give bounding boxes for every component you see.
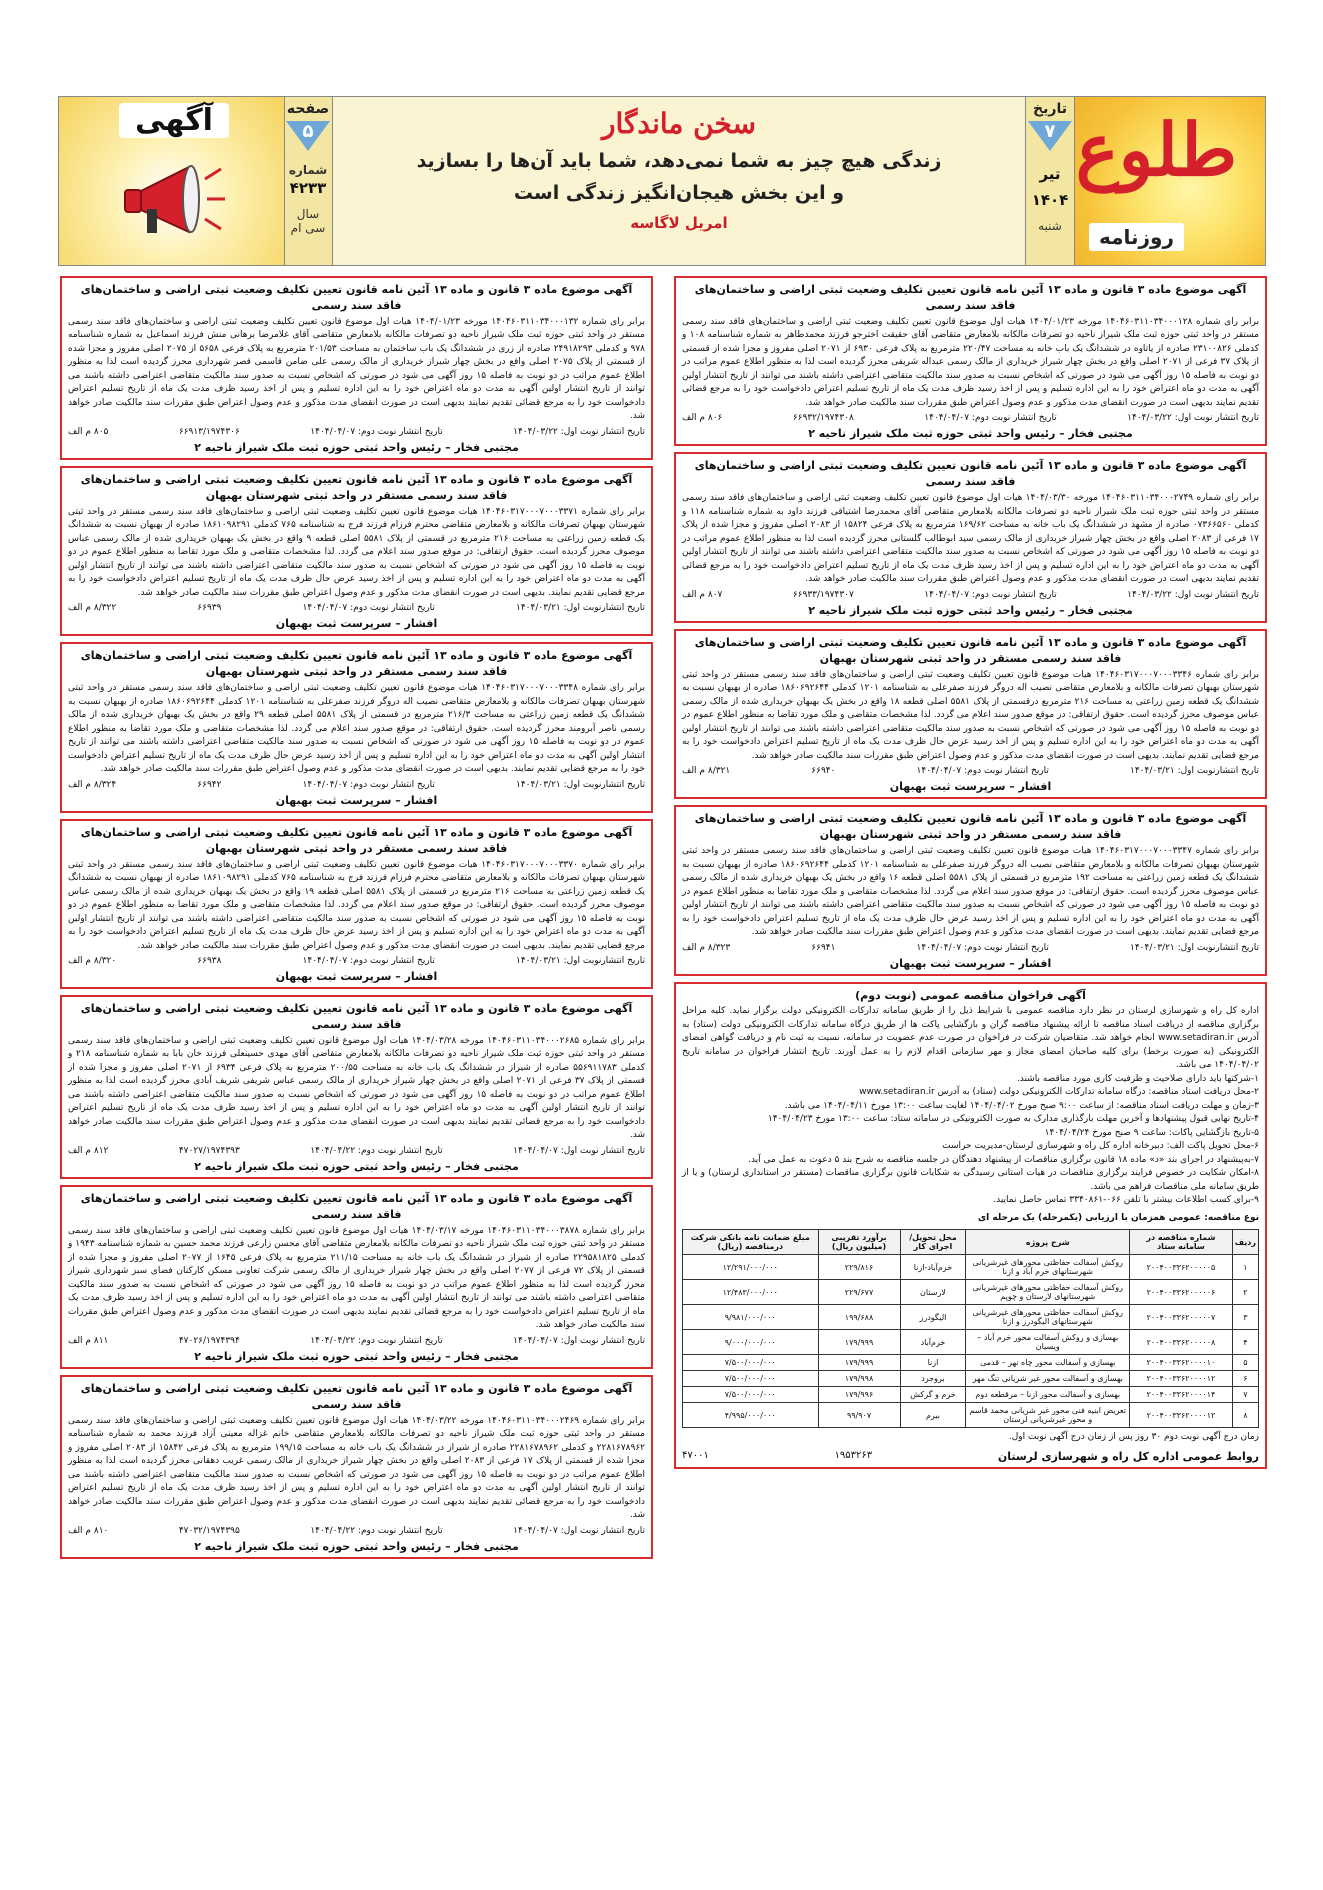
table-cell: ۲۲۹/۸۱۶ [818,1255,900,1280]
tender-table-header-cell: برآورد تقریبی (میلیون ریال) [818,1230,900,1255]
date-year: ۱۴۰۴ [1031,191,1069,209]
table-cell: ۲۰۰۴۰۰۳۳۶۲۰۰۰۰۰۷ [1130,1305,1233,1330]
notice-title: آگهی موضوع ماده ۳ قانون و ماده ۱۳ آئین نامه قانون تعیین تکلیف وضعیت ثبتی اراضی و ساختمان‌های فاقد سند رسمی [80,1381,633,1411]
table-cell: تعریض ابنیه فنی محور غیر شریانی محمد قاسم و محور غیرشریانی لرستان [966,1403,1130,1428]
table-cell: ۲۰۰۴۰۰۳۳۶۲۰۰۰۰۰۵ [1130,1255,1233,1280]
notice-code: ۴۷۰۲۷/۱۹۷۴۳۹۳ [178,1145,240,1156]
notice-meta [68,1526,645,1536]
notice-ref: ۸۱۰ م الف [68,1525,109,1536]
notice-signature: مجتبی فخار – رئیس واحد ثبتی حوزه ثبت ملک شیراز ناحیه ۲ [808,603,1133,617]
table-cell: ۱ [1232,1255,1258,1280]
notice-meta [68,1336,645,1346]
table-cell: ۱۲/۲۹۱/۰۰۰/۰۰۰ [683,1255,819,1280]
notice-code: ۴۷۰۳۲/۱۹۷۴۳۹۵ [178,1525,240,1536]
table-cell: خرم‌آباد-ازنا [900,1255,966,1280]
notice-title: آگهی موضوع ماده ۳ قانون و ماده ۱۳ آئین نامه قانون تعیین تکلیف وضعیت ثبتی اراضی و ساختمان‌های فاقد سند رسمی مستقر در واحد ثبتی شهرستان بهبهان [80,825,633,855]
notice-signature: افشار – سرپرست ثبت بهبهان [889,956,1052,970]
tender-footnote: زمان درج آگهی نوبت دوم ۳۰ روز پس از زمان درج آگهی نوبت اول. [1008,1432,1259,1443]
left-column [60,276,653,1565]
tender-title: آگهی فراخوان مناقصه عمومی (نوبت دوم) [855,988,1086,1002]
notice-date-second: تاریخ انتشار نوبت دوم: ۱۴۰۴/۰۴/۲۲ [310,1145,443,1156]
notice-ref: ۸۱۱ م الف [68,1335,109,1346]
notice-title: آگهی موضوع ماده ۳ قانون و ماده ۱۳ آئین نامه قانون تعیین تکلیف وضعیت ثبتی اراضی و ساختمان‌های فاقد سند رسمی [80,283,633,312]
notice-ref: ۸/۳۲۰ م الف [68,956,117,966]
table-cell: بهسازی و آسفالت محور چاه نهر – قدمی [966,1355,1130,1371]
notice-date-second: تاریخ انتشار نوبت دوم: ۱۴۰۴/۰۴/۲۲ [310,1525,443,1536]
table-cell: بهسازی و آسفالت محور ازنا – مرقطعه دوم [966,1387,1130,1403]
table-cell: بهسازی و آسفالت محور غیر شریانی تنگ مهر [966,1371,1130,1387]
table-cell: لارستان [900,1280,966,1305]
notice-code: ۶۶۹۴۰ [811,766,836,777]
masthead-header [58,96,1266,266]
notice-date-first: تاریخ انتشار نوبت اول: ۱۴۰۴/۰۳/۲۲ [1127,589,1259,600]
table-row [683,1255,1259,1280]
day-triangle-icon [1028,121,1072,151]
notice-date-second: تاریخ انتشار نوبت دوم: ۱۴۰۴/۰۴/۰۷ [924,413,1057,424]
legal-notice [60,1375,653,1559]
notice-body: برابر رای شماره ۱۴۰۴۶۰۳۱۱۰۳۴۰۰۰۱۳۲ مورخه ۱۴۰۴/۰۱/۲۳ هیات اول موضوع قانون تعیین تکلیف وضعیت ثبتی اراضی و ساختمان‌های فاقد سند رسمی مستقر در واحد ثبتی حوزه ثبت ملک شیراز ناحیه دو تصرفات مالکانه بلامعارض متقاضی آقای غلامرضا برهانی منش فرزند اسماعیل به شماره شناسنامه ۹۷۸ و کدملی ۲۴۹۱۸۲۹۳ صادره از زری در ششدانگ یک باب ساختمان به مساحت ۲۰۱/۵۳ مترمربع به پلاک فرعی ۵۶۵۸ از ۲۰۷۵ اصلی مفروز و مجزا شده از قسمتی از پلاک ۲۰۷۵ اصلی واقع در بخش چهار شیراز خریداری از مالک رسمی علی ضامن قاسمی قصر شهرداری محرز گردیده است لذا به منظور اطلاع عموم مراتب در دو نوبت به فاصله ۱۵ روز آگهی می شود در صورتی که اشخاص نسبت به صدور سند مالکیت متقاضی اعتراضی داشته باشند می توانند از تاریخ انتشار اولین آگهی به مدت دو ماه اعتراض خود را به این اداره تسلیم و پس از اخذ رسید ظرف مدت یک ماه از تاریخ تسلیم اعتراض دادخواست خود را به مرجع قضائی تقدیم نمایند بدیهی است در صورت انقضای مدت مذکور و عدم وصول اعتراض طبق مقررات سند مالکیت صادر خواهد شد. [68,316,646,422]
table-cell: ۷ [1232,1387,1258,1403]
notice-date-second: تاریخ انتشار نوبت دوم: ۱۴۰۴/۰۴/۲۲ [310,1335,443,1346]
tender-table-caption: نوع مناقصه: عمومی همزمان با ارزیابی (یکمرحله) یک مرحله ای [977,1212,1259,1223]
notice-body: برابر رای شماره ۱۴۰۴۶۰۳۱۷۰۰۰۷۰۰۰۳۳۴۷ هیات موضوع قانون تعیین تکلیف وضعیت ثبتی اراضی و ساختمان‌های فاقد سند رسمی مستقر در واحد ثبتی شهرستان بهبهان تصرفات مالکانه و بلامعارض متقاضی نصیب اله دروگر فرزند صفرعلی به شناسنامه ۱۲۰۱ کدملی ۱۸۶۰۶۹۲۶۴۴ صادره از بهبهان نسبت به ششدانگ یک قطعه زمین زراعتی به مساحت ۱۹۲ مترمربع در قسمتی از پلاک ۵۵۸۱ اصلی قطعه ۱۶ واقع در بخش یک بهبهان خریداری شده از مالک رسمی عباس موصوف محرز گردیده است. حقوق ارتفاقی: در موقع صدور سند اعلام می گردد. لذا مشخصات متقاضی و ملک مورد تقاضا به منظور اطلاع عموم در دو نوبت به فاصله ۱۵ روز آگهی می شود در صورتی که اشخاص نسبت به صدور سند مالکیت متقاضی اعتراضی داشته باشند می توانند از تاریخ انتشار اولین آگهی به مدت دو ماه اعتراض خود را به این اداره تسلیم و پس از اخذ رسید عرض حال ظرف مدت یک ماه از تاریخ تسلیم اعتراض دادخواست خود را به مرجع قضایی تقدیم نمایند. بدیهی است در صورت انقضای مدت مذکور و عدم وصول اعتراض طبق مقررات سند مالکیت صادر خواهد شد. [682,846,1259,937]
notice-title: آگهی موضوع ماده ۳ قانون و ماده ۱۳ آئین نامه قانون تعیین تکلیف وضعیت ثبتی اراضی و ساختمان‌های فاقد سند رسمی [80,1191,633,1221]
tender-table-header-cell: مبلغ ضمانت نامه بانکی شرکت درمناقصه (ریال) [683,1230,819,1255]
quote-title: سخن ماندگار [602,107,756,140]
table-cell: الیگودرز [900,1305,966,1330]
notice-title: آگهی موضوع ماده ۳ قانون و ماده ۱۳ آئین نامه قانون تعیین تکلیف وضعیت ثبتی اراضی و ساختمان‌های فاقد سند رسمی [694,459,1247,489]
table-cell: ۲۰۰۴۰۰۳۳۶۲۰۰۰۰۱۲ [1130,1403,1233,1428]
page-number: ۵ [302,121,314,142]
table-cell: ۴/۹۹۵/۰۰۰/۰۰۰ [683,1403,819,1428]
megaphone-icon [119,157,229,247]
notice-meta [68,427,645,437]
notice-meta [682,766,1259,776]
notice-ref: ۸۱۲ م الف [68,1145,109,1156]
notice-title: آگهی موضوع ماده ۳ قانون و ماده ۱۳ آئین نامه قانون تعیین تکلیف وضعیت ثبتی اراضی و ساختمان‌های فاقد سند رسمی مستقر در واحد ثبتی شهرستان بهبهان [80,472,633,502]
tender-table-header-cell: شرح پروژه [966,1230,1130,1255]
notice-meta [68,1146,645,1156]
table-cell: ۷/۵۰۰/۰۰۰/۰۰۰ [683,1355,819,1371]
notice-ref: ۸۰۶ م الف [682,413,723,424]
notice-body: برابر رای شماره ۱۴۰۴۶۰۳۱۷۰۰۰۷۰۰۰۳۳۴۶ هیات موضوع قانون تعیین تکلیف وضعیت ثبتی اراضی و ساختمان‌های فاقد سند رسمی مستقر در واحد ثبتی شهرستان بهبهان تصرفات مالکانه و بلامعارض متقاضی نصیب اله دروگر فرزند صفرعلی به شناسنامه ۱۲۰۱ کدملی ۱۸۶۰۶۹۲۶۴۴ صادره از بهبهان نسبت به ششدانگ یک قطعه زمین زراعتی به مساحت ۲۱۶ مترمربع درقسمتی از پلاک ۵۵۸۱ اصلی قطعه ۱۸ واقع در بخش یک بهبهان خریداری شده از مالک رسمی عباس موصوف محرز گردیده است. حقوق ارتفاقی: در موقع صدور سند اعلام می گردد. لذا مشخصات متقاضی و ملک مورد تقاضا به منظور اطلاع عموم در دو نوبت به فاصله ۱۵ روز آگهی می شود در صورتی که اشخاص نسبت به صدور سند مالکیت متقاضی اعتراضی داشته باشند می توانند از تاریخ انتشار اولین آگهی به مدت دو ماه اعتراض خود را به این اداره تسلیم و پس از اخذ رسید عرض حال ظرف مدت یک ماه از تاریخ تسلیم اعتراض دادخواست خود را به مرجع قضایی تقدیم نمایند. بدیهی است در صورت انقضای مدت مذکور و عدم وصول اعتراض طبق مقررات سند مالکیت صادر خواهد شد. [682,669,1259,761]
notice-signature: مجتبی فخار – رئیس واحد ثبتی حوزه ثبت ملک شیراز ناحیه ۲ [194,1349,519,1363]
notice-date-first: تاریخ انتشارنوبت اول: ۱۴۰۴/۰۳/۲۱ [1130,766,1259,777]
tender-table [682,1229,1259,1428]
table-cell: ۱۷۹/۹۹۹ [818,1355,900,1371]
year-value: سی ام [290,221,326,235]
legal-notice [60,276,653,460]
legal-notice [60,819,653,989]
tender-table-header-cell: شماره مناقصه در سامانه ستاد [1130,1230,1233,1255]
notice-ref: ۸/۳۲۴ م الف [68,779,117,790]
table-cell: ۹۹/۹۰۷ [818,1403,900,1428]
notice-signature: افشار – سرپرست ثبت بهبهان [275,617,438,631]
notice-signature: افشار – سرپرست ثبت بهبهان [889,780,1052,794]
table-cell: ۲۰۰۴۰۰۳۳۶۲۰۰۰۰۱۰ [1130,1355,1233,1371]
date-box [1025,97,1075,265]
table-cell: ۷/۵۰۰/۰۰۰/۰۰۰ [683,1387,819,1403]
table-cell: ۲۰۰۴۰۰۳۳۶۲۰۰۰۰۱۲ [1130,1371,1233,1387]
table-cell: روکش آسفالت حفاظتی محورهای غیرشریانی شهرستانهای خرم آباد و ازنا [966,1255,1130,1280]
table-cell: ۷/۵۰۰/۰۰۰/۰۰۰ [683,1371,819,1387]
notice-code: ۶۶۹۳۳/۱۹۷۴۳۰۷ [792,589,854,600]
table-row [683,1305,1259,1330]
tender-code-2: ۴۷۰۰۱ [682,1450,709,1462]
legal-notice [60,1185,653,1369]
notice-meta [682,413,1259,423]
legal-notice [674,805,1267,975]
notice-title: آگهی موضوع ماده ۳ قانون و ماده ۱۳ آئین نامه قانون تعیین تکلیف وضعیت ثبتی اراضی و ساختمان‌های فاقد سند رسمی مستقر در واحد ثبتی شهرستان بهبهان [694,812,1247,842]
table-row [683,1330,1259,1355]
notice-code: ۶۶۹۳۹ [197,603,222,614]
legal-notice [60,642,653,812]
notice-body: برابر رای شماره ۱۴۰۴۶۰۳۱۱۰۳۴۰۰۰۲۷۴۹ مورخه ۱۴۰۴/۰۳/۳۰ هیات اول موضوع قانون تعیین تکلیف وضعیت ثبتی اراضی و ساختمان‌های فاقد سند رسمی مستقر در واحد ثبتی حوزه ثبت ملک شیراز ناحیه دو تصرفات مالکانه بلامعارض متقاضی آقای محمدرضا اشتیاقی فرزند داود به شماره شناسنامه ۱۱۸ و کدملی ۰۷۳۶۶۵۶۰ صادره از مشهد در ششدانگ یک باب خانه به مساحت ۱۶۹/۶۲ مترمربع به پلاک فرعی ۱۵۸۲۴ از ۲۰۸۳ اصلی مفروز و مجزا شده از پلاک ۱۷ فرعی از ۲۰۸۳ اصلی واقع در بخش چهار شیراز خریداری از مالک رسمی سید ابوطالب گلستانی محرز گردیده است لذا به منظور اطلاع عموم مراتب در دو نوبت به فاصله ۱۵ روز آگهی می شود در صورتی که اشخاص نسبت به صدور سند مالکیت متقاضی اعتراضی داشته باشند می توانند از تاریخ انتشار اولین آگهی به مدت دو ماه اعتراض خود را به این اداره تسلیم و پس از اخذ رسید ظرف مدت یک ماه از تاریخ تسلیم اعتراض دادخواست خود را به مرجع قضائی تقدیم نمایند بدیهی است در صورت انقضای مدت مذکور و عدم وصول اعتراض طبق مقررات سند مالکیت صادر خواهد شد. [682,493,1259,585]
notice-code: ۶۶۹۳۸ [197,956,222,966]
table-cell: ۲۰۰۴۰۰۳۳۶۲۰۰۰۰۰۸ [1130,1330,1233,1355]
notice-date-first: تاریخ انتشار نوبت اول: ۱۴۰۴/۰۴/۰۷ [513,1145,645,1156]
issue-label: شماره [288,163,328,177]
table-cell: ۶ [1232,1371,1258,1387]
tender-body: اداره کل راه و شهرسازی لرستان در نظر دارد مناقصه عمومی با شرایط ذیل را از طریق سامانه تدارکات الکترونیکی دولت برگزار نماید. کلیه مراحل برگزاری مناقصه از دریافت اسناد مناقصه تا ارائه پیشنهاد مناقصه گران و بازگشایی پاکت ها از طریق درگاه سامانه تدارکات الکترونیکی دولت (ستاد) به آدرس www.setadiran.ir انجام خواهد شد. متقاضیان شرکت در فراخوان در صورت عدم عضویت در سامانه، نسبت به ثبت نام و دریافت گواهی امضای الکترونیکی (به صورت برخط) برای کلیه صاحبان امضای مجاز و مهر سازمانی اقدام لازم را به عمل آورند. تاریخ انتشار فراخوان در سامانه تاریخ ۱۴۰۴/۰۴/۰۲ می باشد. ۱-شرکتها باید دارای صلاحیت و ظرفیت کاری مورد مناقصه باشند. ۲-محل دریافت اسناد مناقصه: درگاه سامانه تدارکات الکترونیکی دولت (ستاد) به آدرس www.setadiran.ir ۳-زمان و مهلت دریافت اسناد مناقصه: از ساعت ۹:۰۰ صبح مورخ ۱۴۰۴/۰۴/۰۲ لغایت ساعت ۱۳:۰۰ مورخ ۱۴۰۴/۰۴/۱۱ می باشد. ۴-تاریخ نهایی قبول پیشنهادها و آخرین مهلت بارگذاری مدارک به صورت الکترونیکی در سامانه ستاد: ساعت ۱۳:۰۰ مورخ ۱۴۰۴/۰۴/۲۳ ۵-تاریخ بازگشایی پاکات: ساعت ۹ صبح مورخ ۱۴۰۴/۰۴/۲۴ ۶-محل تحویل پاکت الف: دبیرخانه اداره کل راه و شهرسازی لرستان-مدیریت حراست ۷-به‌پیشنهاد در اجرای بند «د» ماده ۱۸ قانون برگزاری مناقصات از پیشنهاد دهندگان در جلسه مناقصه به شرح بند ۵ دعوت به عمل می آید. ۸-امکان شکایت در خصوص فرایند برگزاری مناقصات در هیات استانی رسیدگی به شکایات قانون برگزاری مناقصات (مستقر در استانداری لرستان) و یا از طریق سامانه ملی مناقصات فراهم می باشد. ۹-برای کسب اطلاعات بیشتر با تلفن ۰۶۶-۳۳۴۰۸۶۱ تماس حاصل نمایید. [682,1006,1260,1206]
notice-code: ۶۶۹۱۳/۱۹۷۴۳۰۶ [178,426,240,437]
notice-signature: مجتبی فخار – رئیس واحد ثبتی حوزه ثبت ملک شیراز ناحیه ۲ [808,427,1133,441]
ad-label: آگهی [119,103,229,138]
notice-signature: مجتبی فخار – رئیس واحد ثبتی حوزه ثبت ملک شیراز ناحیه ۲ [194,440,519,454]
table-cell: بروجرد [900,1371,966,1387]
table-cell: ۲۲۹/۶۷۷ [818,1280,900,1305]
legal-notice [60,466,653,636]
notice-meta [68,780,645,790]
notice-ref: ۸/۳۲۳ م الف [682,942,731,953]
table-cell: ۲۰۰۴۰۰۳۳۶۲۰۰۰۰۰۶ [1130,1280,1233,1305]
notice-date-second: تاریخ انتشار نوبت دوم: ۱۴۰۴/۰۴/۰۷ [916,942,1049,953]
date-month: تیر [1039,165,1061,183]
notice-date-second: تاریخ انتشار نوبت دوم: ۱۴۰۴/۰۴/۰۷ [302,603,435,614]
table-cell: ۱۹۹/۶۸۸ [818,1305,900,1330]
tender-table-header-cell: ردیف [1232,1230,1258,1255]
brand-subtitle: روزنامه [1089,223,1184,251]
notice-ref: ۸۰۷ م الف [682,589,723,600]
year-label: سال [296,207,320,221]
right-column [674,276,1267,1469]
quote-line-2: و این بخش هیجان‌انگیز زندگی است [513,182,845,204]
notice-date-second: تاریخ انتشار نوبت دوم: ۱۴۰۴/۰۴/۰۷ [302,779,435,790]
notice-body: برابر رای شماره ۱۴۰۴۶۰۳۱۱۰۳۴۰۰۰۲۴۶۹ مورخه ۱۴۰۴/۰۳/۲۲ هیات اول موضوع قانون تعیین تکلیف وضعیت ثبتی اراضی و ساختمان‌های فاقد سند رسمی مستقر در واحد ثبتی حوزه ثبت ملک شیراز ناحیه دو تصرفات مالکانه بلامعارض متقاضی خانم غزاله معینی آزاد فرزند محمد به شماره شناسنامه ۲۲۸۱۶۷۸۹۶۲ و کدملی ۲۲۸۱۶۷۸۹۶۲ صادره از شیراز در ششدانگ یک باب خانه به مساحت ۱۹۹/۱۵ مترمربع به پلاک فرعی ۱۵۸۴۲ از ۲۰۸۳ اصلی مفروز و مجزا شده از قسمتی از پلاک ۱۷ فرعی از ۲۰۸۳ اصلی واقع در بخش چهار شیراز خریداری از مالک رسمی غریب دهقانی محرز گردیده است لذا به منظور اطلاع عموم مراتب در دو نوبت به فاصله ۱۵ روز آگهی می شود در صورتی که اشخاص نسبت به صدور سند مالکیت متقاضی اعتراضی داشته باشند می توانند از تاریخ انتشار اولین آگهی به مدت دو ماه اعتراض خود را به این اداره تسلیم و پس از اخذ رسید ظرف مدت یک ماه از تاریخ تسلیم اعتراض دادخواست خود را به مرجع قضائی تقدیم نمایند بدیهی است در صورت انقضای مدت مذکور و عدم وصول اعتراض طبق مقررات سند مالکیت صادر خواهد شد. [68,1415,645,1521]
table-cell: روکش آسفالت حفاظتی محورهای غیرشریانی شهرستانهای الیگودرز و ازنا [966,1305,1130,1330]
notice-date-first: تاریخ انتشار نوبت اول: ۱۴۰۴/۰۴/۰۷ [513,1525,645,1536]
notice-body: برابر رای شماره ۱۴۰۴۶۰۳۱۷۰۰۰۷۰۰۰۳۳۴۸ هیات موضوع قانون تعیین تکلیف وضعیت ثبتی اراضی و ساختمان‌های فاقد سند رسمی مستقر در واحد ثبتی شهرستان بهبهان تصرفات مالکانه و بلامعارض متقاضی نصیب اله دروگر فرزند صفرعلی به شناسنامه ۱۲۰۱ کدملی ۱۸۶۰۶۹۲۶۴۴ صادره از بهبهان نسبت به ششدانگ یک قطعه زمین زراعتی به مساحت ۲۱۶/۳ مترمربع در قسمتی از پلاک ۵۵۸۱ اصلی قطعه ۲۹ واقع در بخش یک بهبهان خریداری شده از مالک رسمی ناصر آبرومند محرز گردیده است. حقوق ارتفاقی: در موقع صدور سند اعلام می گردد. لذا مشخصات متقاضی و ملک مورد تقاضا به منظور اطلاع عموم در دو نوبت به فاصله ۱۵ روز آگهی می شود در صورتی که اشخاص نسبت به صدور سند مالکیت متقاضی اعتراضی داشته باشند می توانند از تاریخ انتشار اولین آگهی به مدت دو ماه اعتراض خود را به این اداره تسلیم و پس از اخذ رسید عرض حال ظرف مدت یک ماه از تاریخ تسلیم اعتراض دادخواست خود را به مرجع قضایی تقدیم نمایند. بدیهی است در صورت انقضای مدت مذکور و عدم وصول اعتراض طبق مقررات سند مالکیت صادر خواهد شد. [68,683,645,775]
notice-signature: مجتبی فخار – رئیس واحد ثبتی حوزه ثبت ملک شیراز ناحیه ۲ [194,1539,519,1553]
notice-meta [68,956,645,966]
page-triangle-icon [286,121,330,151]
right-notices [674,276,1267,976]
notice-signature: مجتبی فخار – رئیس واحد ثبتی حوزه ثبت ملک شیراز ناحیه ۲ [194,1159,519,1173]
table-cell: ۱۷۹/۹۹۹ [818,1330,900,1355]
notice-title: آگهی موضوع ماده ۳ قانون و ماده ۱۳ آئین نامه قانون تعیین تکلیف وضعیت ثبتی اراضی و ساختمان‌های فاقد سند رسمی [80,1002,633,1031]
quote-line-1: زندگی هیچ چیز به شما نمی‌دهد، شما باید آن‌ها را بسازید [416,150,942,172]
notice-body: برابر رای شماره ۱۴۰۴۶۰۳۱۱۰۳۴۰۰۰۳۸۷۸ مورخه ۱۴۰۴/۰۳/۱۷ هیات اول موضوع قانون تعیین تکلیف وضعیت ثبتی اراضی و ساختمان‌های فاقد سند رسمی مستقر در واحد ثبتی حوزه ثبت ملک شیراز ناحیه دو تصرفات مالکانه بلامعارض متقاضی آقای محسن زارعی فرزند محمد حسین به شماره شناسنامه ۱۹۴۳ و کدملی ۲۲۹۵۸۱۸۲۵ صادره از شیراز در ششدانگ یک باب خانه به مساحت ۲۱۱/۱۵ مترمربع به پلاک فرعی ۱۶۴۵ از ۲۰۷۷ اصلی مفروز و مجزا شده از قسمتی از پلاک ۷۲ فرعی از ۲۰۷۷ اصلی واقع در بخش چهار شیراز خریداری از مالک رسمی شرکت تعاونی مسکن کارکنان فضای سبز شهرداری شیراز محرز گردیده است لذا به منظور اطلاع عموم مراتب در دو نوبت به فاصله ۱۵ روز آگهی می شود در صورتی که اشخاص نسبت به صدور سند مالکیت متقاضی اعتراضی داشته باشند می توانند از تاریخ انتشار اولین آگهی به مدت دو ماه اعتراض خود را به این اداره تسلیم و پس از اخذ رسید ظرف مدت یک ماه از تاریخ تسلیم اعتراض دادخواست خود را به مرجع قضائی تقدیم نمایند بدیهی است در صورت انقضای مدت مذکور و عدم وصول اعتراض طبق مقررات سند مالکیت صادر خواهد شد. [68,1225,646,1331]
legal-notice [60,995,653,1179]
page-box [283,97,333,265]
table-row [683,1387,1259,1403]
date-day: ۷ [1044,121,1056,142]
table-cell: ۹/۹۸۱/۰۰۰/۰۰۰ [683,1305,819,1330]
notice-meta [682,943,1259,953]
table-cell: ۵ [1232,1355,1258,1371]
notice-title: آگهی موضوع ماده ۳ قانون و ماده ۱۳ آئین نامه قانون تعیین تکلیف وضعیت ثبتی اراضی و ساختمان‌های فاقد سند رسمی [694,283,1247,312]
table-cell: ۱۷۹/۹۹۸ [818,1371,900,1387]
tender-notice [674,982,1267,1470]
notice-body: برابر رای شماره ۱۴۰۴۶۰۳۱۷۰۰۰۷۰۰۰۳۳۷۰ هیات موضوع قانون تعیین تکلیف وضعیت ثبتی اراضی و ساختمان‌های فاقد سند رسمی مستقر در واحد ثبتی شهرستان بهبهان تصرفات مالکانه و بلامعارض متقاضی محترم فرزام فرزند فرج به شناسنامه ۷۶۵ کدملی ۱۸۶۱۰۹۸۲۹۱ صادره از بهبهان نسبت به ششدانگ یک قطعه زمین زراعتی به مساحت ۲۱۶ مترمربع در قسمتی از پلاک ۵۵۸۱ اصلی قطعه ۱۹ واقع در بخش یک بهبهان خریداری شده از مالک رسمی عباس موصوف محرز گردیده است. حقوق ارتفاقی: در موقع صدور سند اعلام می گردد. لذا مشخصات متقاضی و ملک مورد تقاضا به منظور اطلاع عموم در دو نوبت به فاصله ۱۵ روز آگهی می شود در صورتی که اشخاص نسبت به صدور سند مالکیت متقاضی اعتراضی داشته باشند می توانند از تاریخ انتشار اولین آگهی به مدت دو ماه اعتراض خود را به این اداره تسلیم و پس از اخذ رسید عرض حال ظرف مدت یک ماه از تاریخ تسلیم اعتراض دادخواست خود را به مرجع قضایی تقدیم نمایند. بدیهی است در صورت انقضای مدت مذکور و عدم وصول اعتراض طبق مقررات سند مالکیت صادر خواهد شد. [68,859,646,951]
quote-author: امریل لاگاسه [630,214,728,232]
issue-number: ۴۲۳۳ [289,179,327,197]
page-label: صفحه [286,101,330,117]
table-cell: ۱۲/۴۸۳/۰۰۰/۰۰۰ [683,1280,819,1305]
legal-notice [674,276,1267,446]
legal-notice [674,629,1267,799]
table-cell: ازنا [900,1355,966,1371]
table-cell: ۴ [1232,1330,1258,1355]
notice-code: ۶۶۹۳۲/۱۹۷۴۳۰۸ [792,413,854,424]
notice-date-first: تاریخ انتشار نوبت اول: ۱۴۰۴/۰۳/۲۲ [1127,413,1259,424]
notice-date-first: تاریخ انتشار نوبت اول: ۱۴۰۴/۰۳/۲۲ [513,426,645,437]
left-notices [60,276,653,1559]
notice-ref: ۸۰۵ م الف [68,426,109,437]
tender-code-1: ۱۹۵۳۲۶۳ [834,1450,873,1462]
date-label: تاریخ [1033,101,1067,117]
table-cell: ۹/۰۰۰/۰۰۰/۰۰۰ [683,1330,819,1355]
notice-date-second: تاریخ انتشار نوبت دوم: ۱۴۰۴/۰۴/۰۷ [302,956,435,966]
notice-date-first: تاریخ انتشار نوبت اول: ۱۴۰۴/۰۴/۰۷ [513,1335,645,1346]
notice-date-first: تاریخ انتشارنوبت اول: ۱۴۰۴/۰۳/۲۱ [516,956,645,966]
table-cell: خرم‌آباد [900,1330,966,1355]
notice-ref: ۸/۳۲۱ م الف [682,766,731,777]
notice-body: برابر رای شماره ۱۴۰۴۶۰۳۱۱۰۳۴۰۰۰۱۲۸ مورخه ۱۴۰۴/۰۱/۲۳ هیات اول موضوع قانون تعیین تکلیف وضعیت ثبتی اراضی و ساختمان‌های فاقد سند رسمی مستقر در واحد ثبتی حوزه ثبت ملک شیراز ناحیه دو تصرفات مالکانه بلامعارض متقاضی آقای حقیقت اخترجو فرزند محمدطاهر به شماره شناسنامه ۱۰۸ و کدملی ۲۳۱۰۰۸۲۶ صادره از یاتاوه در ششدانگ یک باب خانه به مساحت ۲۲۰/۴۷ مترمربع به پلاک فرعی ۶۹۳۰ از ۲۰۷۱ اصلی مفروز و مجزا شده از قسمتی از پلاک ۳۷ فرعی از ۲۰۷۱ اصلی واقع در بخش چهار شیراز خریداری از مالک رسمی عبداله شریفی محرز گردیده است لذا به منظور اطلاع عموم مراتب در دو نوبت به فاصله ۱۵ روز آگهی می شود در صورتی که اشخاص نسبت به صدور سند مالکیت متقاضی اعتراضی داشته باشند می توانند از تاریخ انتشار اولین آگهی به مدت دو ماه اعتراض خود را به این اداره تسلیم و پس از اخذ رسید ظرف مدت یک ماه از تاریخ تسلیم اعتراض دادخواست خود را به مرجع قضائی تقدیم نمایند بدیهی است در صورت انقضای مدت مذکور و عدم وصول اعتراض طبق مقررات سند مالکیت صادر خواهد شد. [682,316,1260,408]
table-cell: خرم و گرکش [900,1387,966,1403]
table-cell: ۱۷۹/۹۹۶ [818,1387,900,1403]
tender-signature-row [682,1450,1259,1463]
notice-date-first: تاریخ انتشارنوبت اول: ۱۴۰۴/۰۳/۲۱ [1130,942,1259,953]
newspaper-logo [1075,97,1265,265]
notice-date-second: تاریخ انتشار نوبت دوم: ۱۴۰۴/۰۴/۰۷ [310,426,443,437]
tender-table-header [683,1230,1259,1255]
notice-body: برابر رای شماره ۱۴۰۴۶۰۳۱۷۰۰۰۷۰۰۰۳۳۷۱ هیات موضوع قانون تعیین تکلیف وضعیت ثبتی اراضی و ساختمان‌های فاقد سند رسمی مستقر در واحد ثبتی شهرستان بهبهان تصرفات مالکانه و بلامعارض متقاضی محترم فرزام فرزند فرج به شناسنامه ۷۶۵ کدملی ۱۸۶۱۰۹۸۲۹۱ صادره از بهبهان نسبت به ششدانگ یک قطعه زمین زراعتی به مساحت ۲۱۶ مترمربع در قسمتی از پلاک ۵۵۸۱ اصلی قطعه ۹ واقع در بخش یک بهبهان خریداری شده از مالک رسمی عباس موصوف محرز گردیده است. حقوق ارتفاقی: در موقع صدور سند اعلام می گردد. لذا مشخصات متقاضی و ملک مورد تقاضا به منظور اطلاع عموم در دو نوبت به فاصله ۱۵ روز آگهی می شود در صورتی که اشخاص نسبت به صدور سند مالکیت متقاضی اعتراضی داشته باشند می توانند از تاریخ انتشار اولین آگهی به مدت دو ماه اعتراض خود را به این اداره تسلیم و پس از اخذ رسید عرض حال ظرف مدت یک ماه از تاریخ تسلیم اعتراض دادخواست خود را به مرجع قضایی تقدیم نمایند. بدیهی است در صورت انقضای مدت مذکور و عدم وصول اعتراض طبق مقررات سند مالکیت صادر خواهد شد. [68,506,646,598]
notice-code: ۶۶۹۴۱ [811,942,836,953]
notice-title: آگهی موضوع ماده ۳ قانون و ماده ۱۳ آئین نامه قانون تعیین تکلیف وضعیت ثبتی اراضی و ساختمان‌های فاقد سند رسمی مستقر در واحد ثبتی شهرستان بهبهان [694,635,1247,665]
table-row [683,1403,1259,1428]
table-cell: ۲ [1232,1280,1258,1305]
table-row [683,1355,1259,1371]
legal-notice [674,452,1267,622]
quote-box [333,97,1025,265]
brand-name: طلوع [1075,107,1237,192]
table-row [683,1371,1259,1387]
notice-ref: ۸/۳۲۲ م الف [68,603,117,614]
table-cell: ۲۰۰۴۰۰۳۳۶۲۰۰۰۰۱۴ [1130,1387,1233,1403]
notice-body: برابر رای شماره ۱۴۰۴۶۰۳۱۱۰۳۴۰۰۰۲۶۸۵ مورخه ۱۴۰۴/۰۳/۲۸ هیات اول موضوع قانون تعیین تکلیف وضعیت ثبتی اراضی و ساختمان‌های فاقد سند رسمی مستقر در واحد ثبتی حوزه ثبت ملک شیراز ناحیه دو تصرفات مالکانه بلامعارض متقاضی آقای مهدی حسینعلی فرزند خان بابا به شماره شناسنامه ۲۱۸ و کدملی ۵۵۶۹۱۱۷۸۳ صادره از شیراز در ششدانگ یک باب خانه به مساحت ۲۰۰/۵۵ مترمربع به پلاک فرعی ۶۹۳۴ از ۲۰۷۱ اصلی مفروز و مجزا شده از قسمتی از پلاک ۳۷ فرعی از ۲۰۷۱ اصلی واقع در بخش چهار شیراز خریداری از مالک رسمی عباس شریفی شریف آبادی محرز گردیده است لذا به منظور اطلاع عموم مراتب در دو نوبت به فاصله ۱۵ روز آگهی می شود در صورتی که اشخاص نسبت به صدور سند مالکیت متقاضی اعتراضی داشته باشند می توانند از تاریخ انتشار اولین آگهی به مدت دو ماه اعتراض خود را به این اداره تسلیم و پس از اخذ رسید ظرف مدت یک ماه از تاریخ تسلیم اعتراض دادخواست خود را به مرجع قضائی تقدیم نمایند بدیهی است در صورت انقضای مدت مذکور و عدم وصول اعتراض طبق مقررات سند مالکیت صادر خواهد شد. [68,1035,646,1141]
notice-date-first: تاریخ انتشارنوبت اول: ۱۴۰۴/۰۳/۲۱ [516,779,645,790]
table-cell: روکش آسفالت حفاظتی محورهای غیرشریانی شهرستانهای لارستان و چوپم [966,1280,1130,1305]
notice-signature: افشار – سرپرست ثبت بهبهان [275,793,438,807]
notice-meta [682,590,1259,600]
tender-table-body [683,1255,1259,1428]
notice-date-first: تاریخ انتشارنوبت اول: ۱۴۰۴/۰۳/۲۱ [516,603,645,614]
notice-code: ۴۷۰۲۶/۱۹۷۴۳۹۴ [178,1335,240,1346]
ad-box [59,97,285,265]
tender-table-header-cell: محل تحویل/اجرای کار [900,1230,966,1255]
notice-meta [68,603,645,613]
table-cell: بهسازی و روکش آسفالت محور خرم آباد – ویسیان [966,1330,1130,1355]
table-row [683,1280,1259,1305]
notice-title: آگهی موضوع ماده ۳ قانون و ماده ۱۳ آئین نامه قانون تعیین تکلیف وضعیت ثبتی اراضی و ساختمان‌های فاقد سند رسمی مستقر در واحد ثبتی شهرستان بهبهان [80,649,633,679]
table-cell: ۳ [1232,1305,1258,1330]
notice-date-second: تاریخ انتشار نوبت دوم: ۱۴۰۴/۰۴/۰۷ [924,589,1057,600]
date-weekday: شنبه [1038,219,1062,233]
tender-signature: روابط عمومی اداره کل راه و شهرسازی لرستان [997,1450,1259,1464]
notice-signature: افشار – سرپرست ثبت بهبهان [275,970,438,983]
table-cell: بیرم [900,1403,966,1428]
notice-code: ۶۶۹۴۲ [197,779,222,790]
table-cell: ۸ [1232,1403,1258,1428]
notice-date-second: تاریخ انتشار نوبت دوم: ۱۴۰۴/۰۴/۰۷ [916,766,1049,777]
